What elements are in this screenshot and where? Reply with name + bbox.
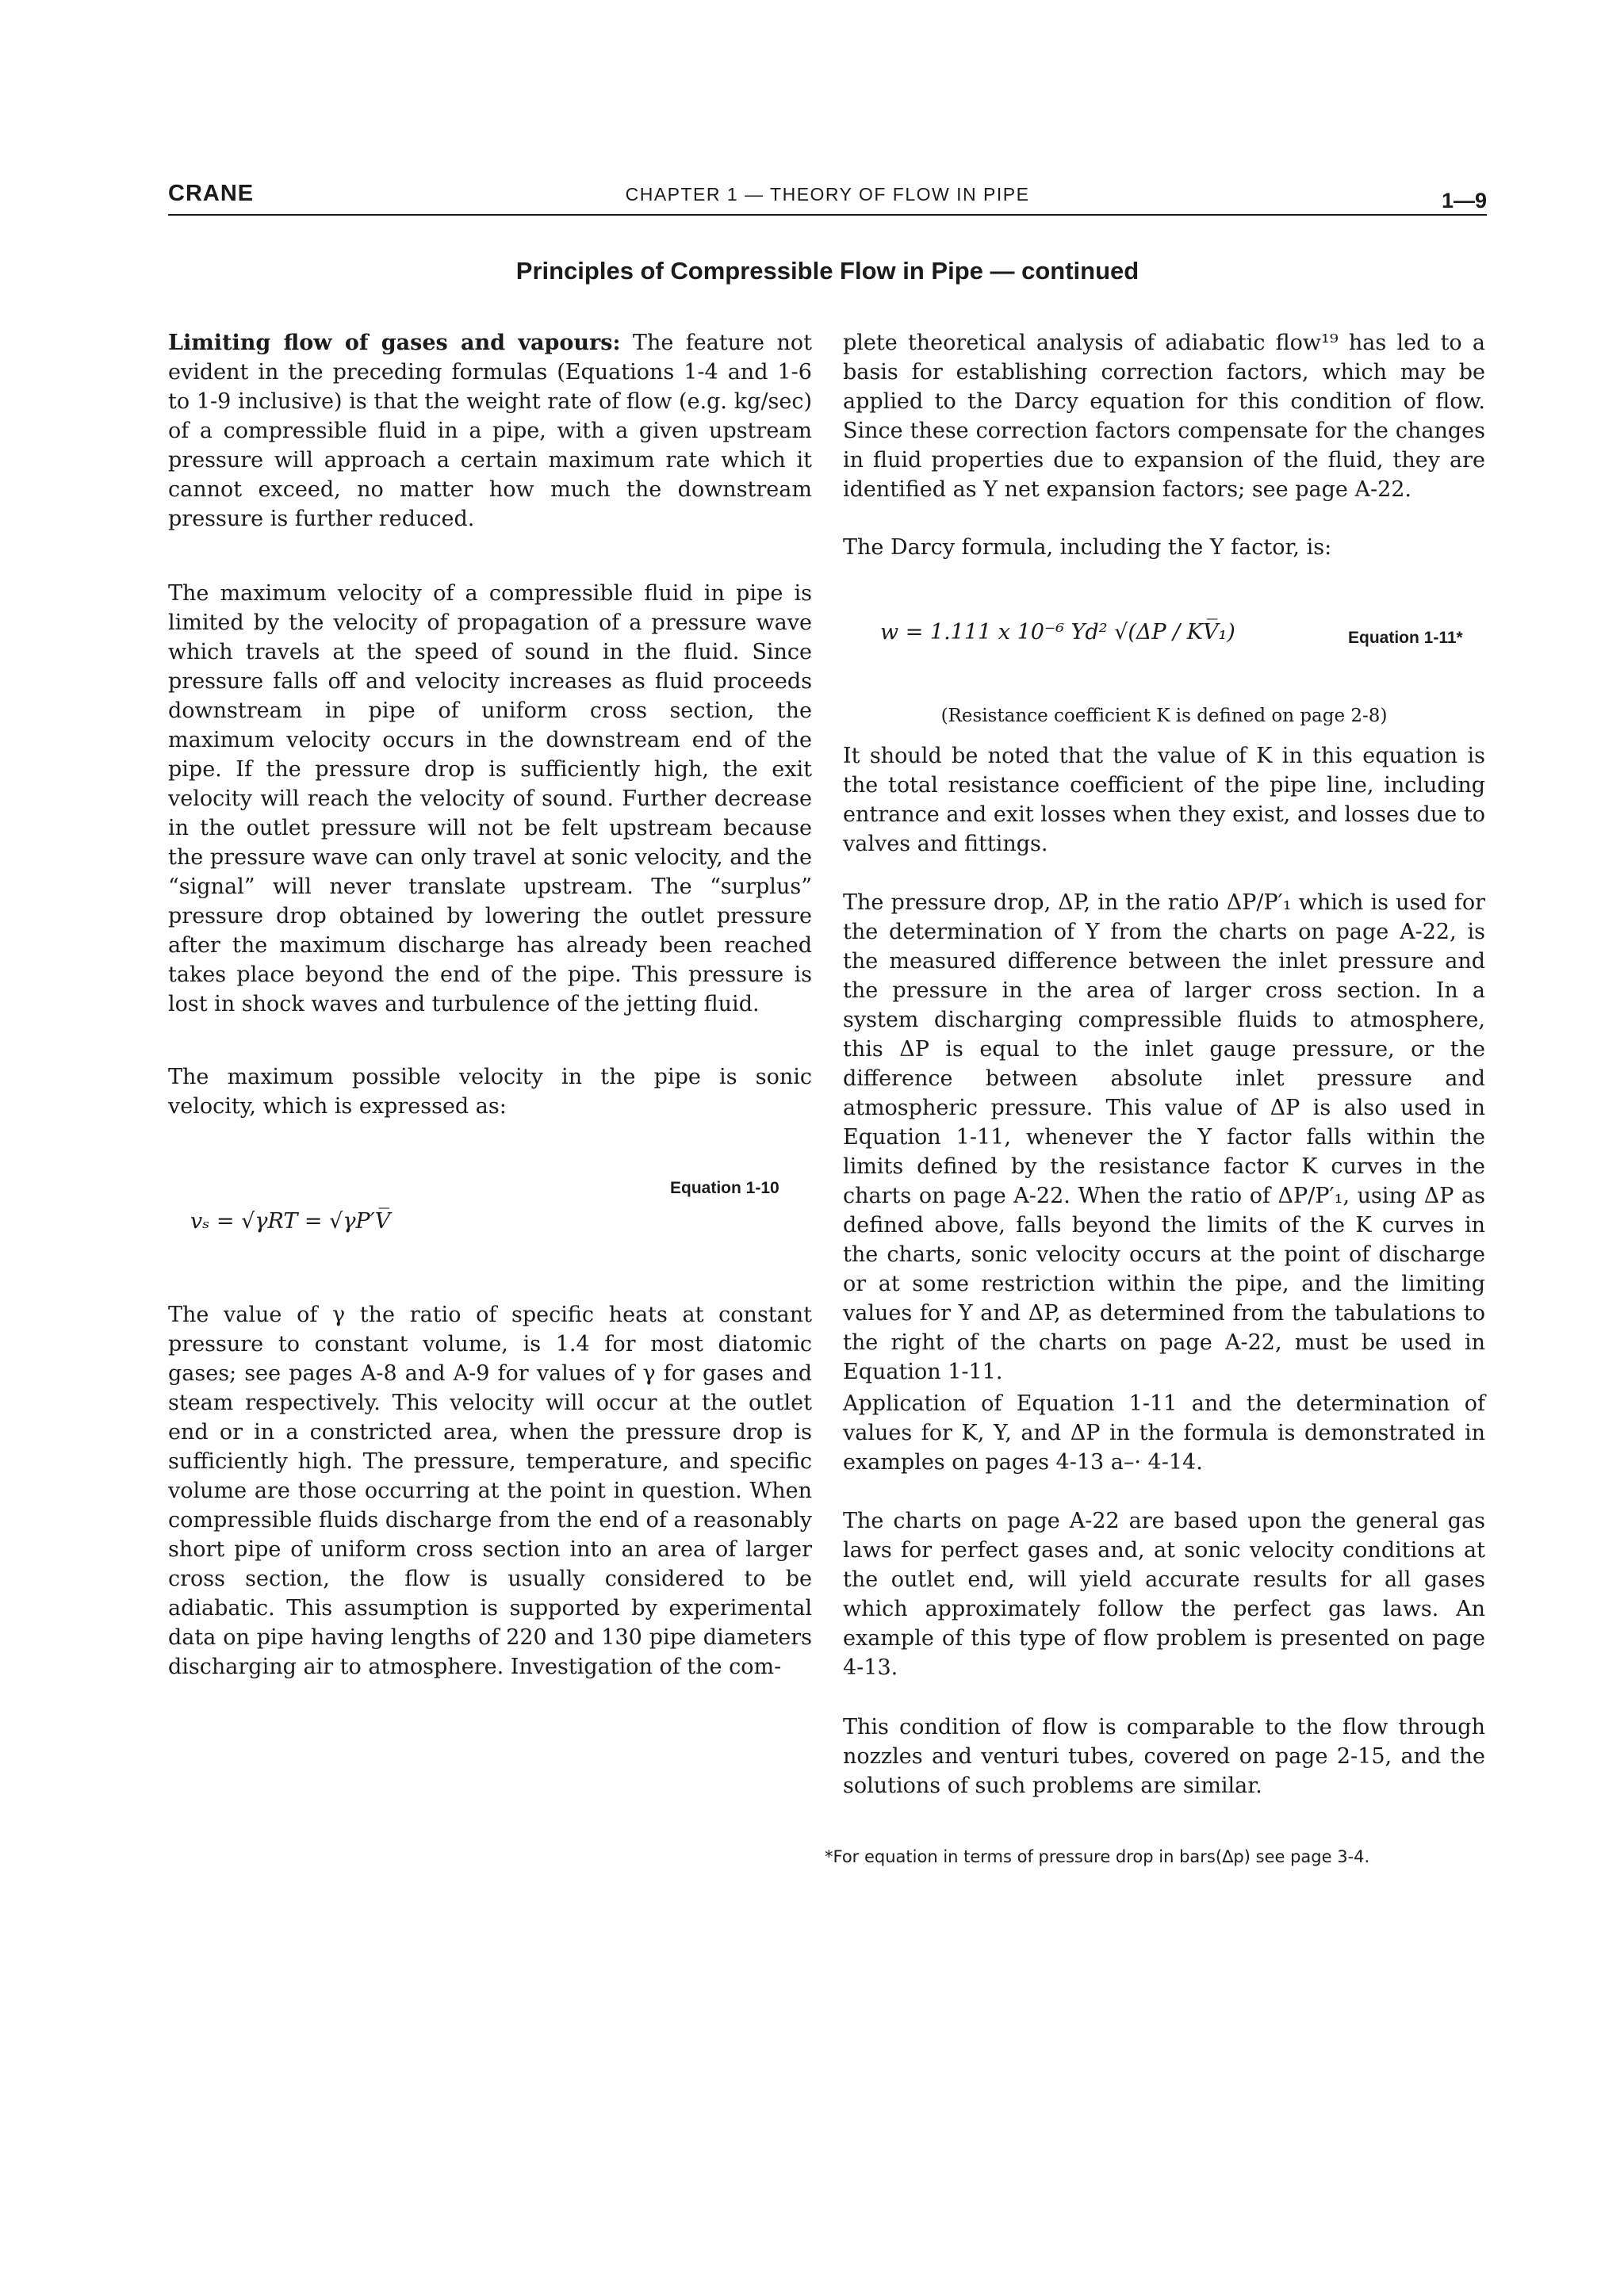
left-paragraph-2: The maximum velocity of a compressible fluid in pipe is limited by the velocity of propagation of a pressure wave which travels at the speed of sound in the fluid. Since pressure falls off and velocity increases as fluid proceeds downstream in pipe of uniform cross section, the maximum velocity occurs in the downstream end of the pipe. If the pressure drop is sufficiently high, the exit velocity will reach the velocity of sound. Further decrease in the outlet pressure will not be felt upstream because the pressure wave can only travel at sonic velocity, and the “signal” will never translate upstream. The “surplus” pressure drop obtained by lowering the outlet pressure after the maximum discharge has already been reached takes place beyond the end of the pipe. This pressure is lost in shock waves and turbulence of the jetting fluid. [168,581,812,1016]
right-paragraph-3: It should be noted that the value of K in this equation is the total resistance coefficient of the pipe line, including entrance and exit losses when they exist, and losses due to valves and fittings. [843,744,1485,856]
header-rule [168,214,1487,216]
section-title: Principles of Compressible Flow in Pipe — continued [515,257,1139,285]
left-paragraph-4: The value of γ the ratio of specific heats at constant pressure to constant volume, is 1.4 for most diatomic gases; see pages A-8 and A-9 for values of γ for gases and steam respectively. This velocity will occur at the outlet end or in a constricted area, when the pressure drop is sufficiently high. The pressure, temperature, and specific volume are those occurring at the point in question. When compressible fluids discharge from the end of a reasonably short pipe of uniform cross section into an area of larger cross section, the flow is usually considered to be adiabatic. This assumption is supported by experimental data on pipe having lengths of 220 and 130 pipe diameters discharging air to atmosphere. Investigation of the com- [168,1303,812,1679]
equation-darcy: w = 1.111 x 10⁻⁶ Yd² √(ΔP / KV̅₁) [880,620,1235,645]
left-paragraph-3: The maximum possible velocity in the pipe is sonic velocity, which is expressed as: [168,1065,812,1119]
equation-label: Equation 1-10 [670,1179,779,1197]
paragraph-text: The feature not evident in the preceding formulas (Equations 1-4 and 1-6 to 1-9 inclusive) is that the weight rate of flow (e.g. kg/sec) of a compressible fluid in a pipe, with a given upstream pressure will approach a certain maximum rate which it cannot exceed, no matter how much the downstream pressure is further reduced. [168,331,812,531]
equation-sonic-velocity: vₛ = √γRT = √γP′V̅ [190,1209,391,1234]
brand-name: CRANE [168,181,255,206]
right-paragraph-6: The charts on page A-22 are based upon the general gas laws for perfect gases and, at sonic velocity conditions at the outlet end, will yield accurate results for all gases which approximately follow the perfect gas laws. An example of this type of flow problem is presented on page 4-13. [843,1509,1485,1680]
right-paragraph-1: plete theoretical analysis of adiabatic flow¹⁹ has led to a basis for establishing correction factors, which may be applied to the Darcy equation for this condition of flow. Since these correction factors compensate for the changes in fluid properties due to expansion of the fluid, they are identified as Y net expansion factors; see page A-22. [843,331,1485,502]
right-paragraph-7: This condition of flow is comparable to the flow through nozzles and venturi tubes, covered on page 2-15, and the solutions of such problems are similar. [843,1715,1485,1798]
chapter-title: CHAPTER 1 — THEORY OF FLOW IN PIPE [625,184,1030,205]
paragraph-lead: Limiting flow of gases and vapours: [168,331,621,355]
running-header [168,181,1487,216]
page-number: 1—9 [1441,189,1487,212]
footnote: *For equation in terms of pressure drop in bars(Δp) see page 3-4. [825,1847,1370,1866]
right-paragraph-4: The pressure drop, ΔP, in the ratio ΔP/P′₁ which is used for the determination of Y from the charts on page A-22, is the measured difference between the inlet pressure and the pressure in the area of larger cross section. In a system discharging compressible fluids to atmosphere, this ΔP is equal to the inlet gauge pressure, or the difference between absolute inlet pressure and atmospheric pressure. This value of ΔP is also used in Equation 1-11, whenever the Y factor falls within the limits defined by the resistance factor K curves in the charts on page A-22. When the ratio of ΔP/P′₁, using ΔP as defined above, falls beyond the limits of the K curves in the charts, sonic velocity occurs at the point of discharge or at some restriction within the pipe, and the limiting values for Y and ΔP, as determined from the tabulations to the right of the charts on page A-22, must be used in Equation 1-11. [843,890,1485,1384]
left-paragraph-1 [168,328,812,534]
equation-note: (Resistance coefficient K is defined on page 2-8) [940,706,1388,726]
equation-label: Equation 1-11* [1348,629,1463,647]
right-paragraph-2: The Darcy formula, including the Y factor, is: [843,535,1332,560]
right-paragraph-5: Application of Equation 1-11 and the determination of values for K, Y, and ΔP in the formula is demonstrated in examples on pages 4-13 a–· 4-14. [843,1391,1485,1475]
